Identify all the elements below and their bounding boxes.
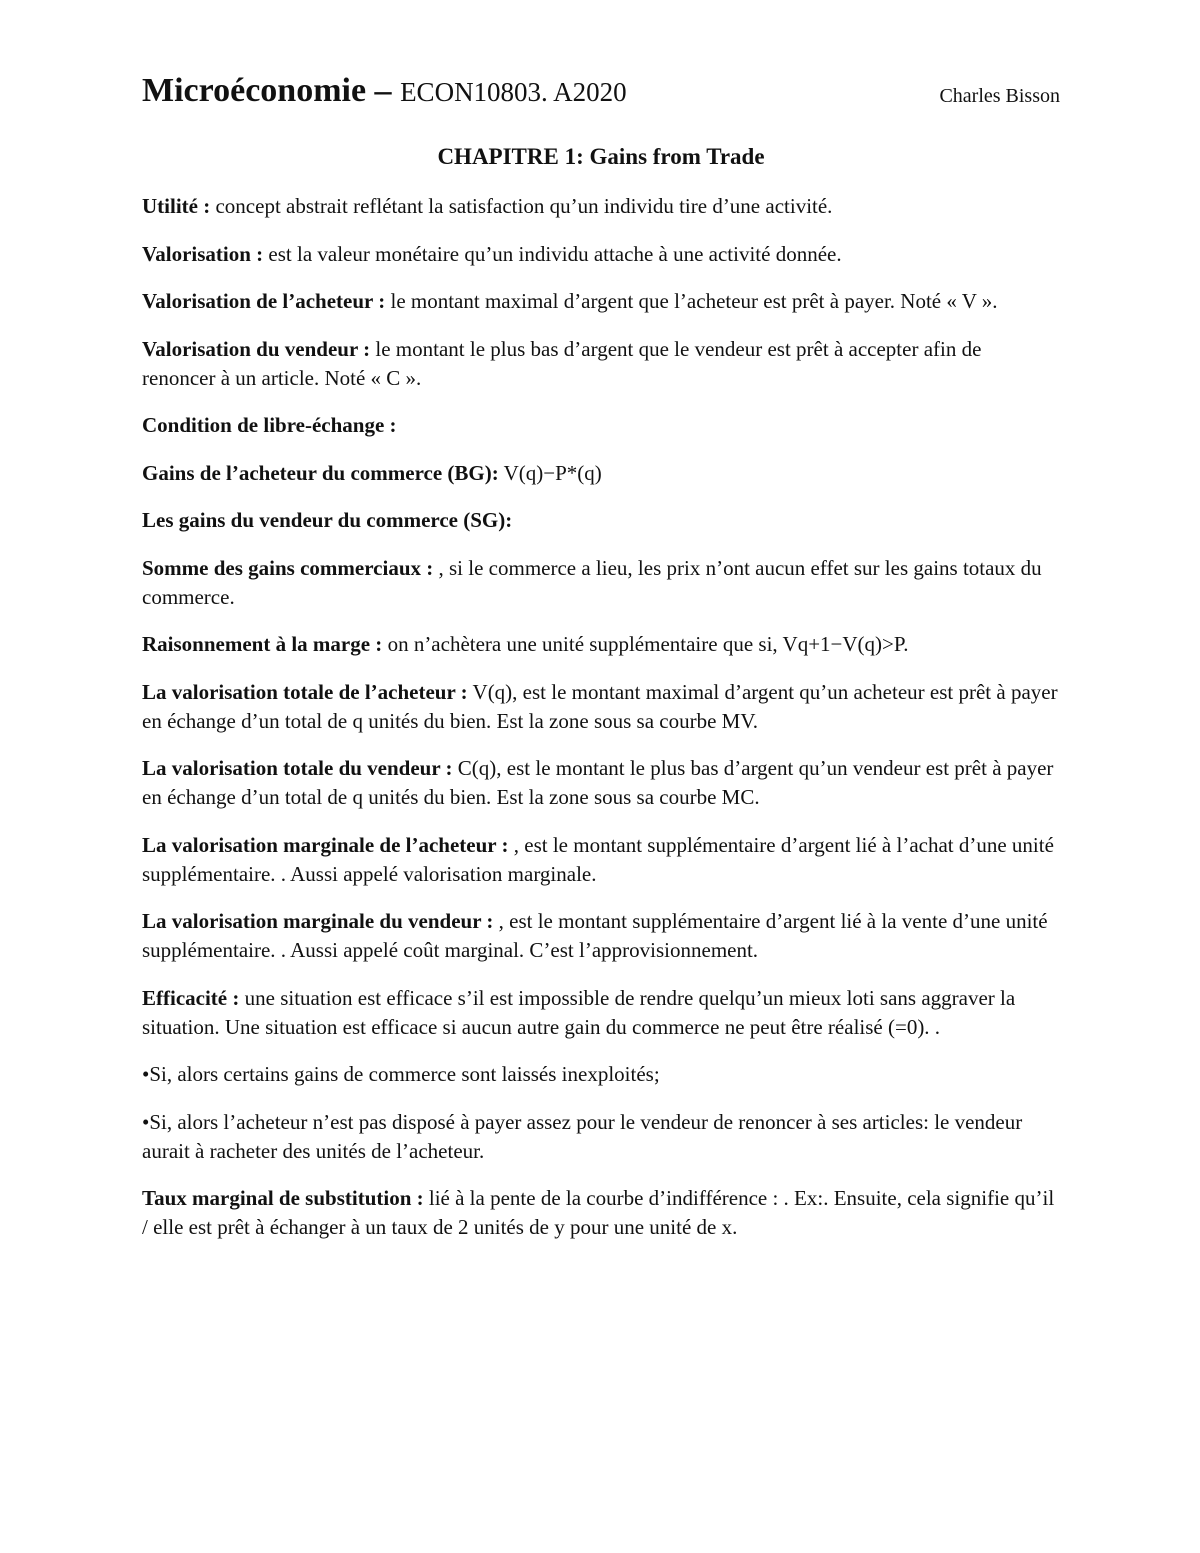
definition-text: lié à la pente de la courbe d’indifférence : . Ex:. Ensuite, cela signifie qu’il / elle est prêt à échanger à un taux de 2 unités de y pour une unité de x. xyxy=(142,1186,1055,1239)
definition-paragraph xyxy=(142,554,1060,612)
definition-paragraph xyxy=(142,831,1060,889)
definition-term: La valorisation totale de l’acheteur : xyxy=(142,679,468,704)
definition-text: concept abstrait reflétant la satisfaction qu’un individu tire d’une activité. xyxy=(210,194,833,218)
definition-text: le montant le plus bas d’argent que le vendeur est prêt à accepter afin de renoncer à un article. Noté « C ». xyxy=(142,336,982,390)
bullet-text: •Si, alors l’acheteur n’est pas disposé à payer assez pour le vendeur de renoncer à ses articles: le vendeur aurait à racheter des unités de l’acheteur. xyxy=(142,1109,1023,1163)
definition-term: Valorisation : xyxy=(142,241,264,266)
definition-paragraph xyxy=(142,630,1060,659)
definition-term: Valorisation du vendeur : xyxy=(142,336,371,361)
bullet-paragraph xyxy=(142,1060,1060,1089)
chapter-title: CHAPITRE 1: Gains from Trade xyxy=(437,144,765,169)
definition-text: V(q)−P*(q) xyxy=(498,460,602,485)
definition-text: le montant maximal d’argent que l’acheteur est prêt à payer. Noté « V ». xyxy=(385,289,998,313)
definition-paragraph xyxy=(142,335,1060,393)
definition-paragraph xyxy=(142,287,1060,316)
definition-paragraph xyxy=(142,411,1060,440)
bullet-paragraph xyxy=(142,1108,1060,1166)
document-header xyxy=(142,72,1060,120)
definition-text: , si le commerce a lieu, les prix n’ont aucun effet sur les gains totaux du commerce. xyxy=(142,555,1042,609)
definition-text: on n’achètera une unité supplémentaire que si, Vq+1−V(q)>P. xyxy=(382,632,909,656)
definition-term: La valorisation marginale du vendeur : xyxy=(142,909,494,933)
definition-paragraph xyxy=(142,984,1060,1042)
document-body xyxy=(142,192,1060,1261)
title-subject: Microéconomie – xyxy=(142,72,401,109)
title-course-code: ECON10803. A2020 xyxy=(400,77,627,107)
definition-term: Raisonnement à la marge : xyxy=(142,632,383,656)
definition-term: Somme des gains commerciaux : xyxy=(142,555,434,580)
definition-paragraph xyxy=(142,506,1060,535)
definition-term: Taux marginal de substitution : xyxy=(142,1186,424,1210)
definition-term: La valorisation totale du vendeur : xyxy=(142,756,453,780)
definition-paragraph xyxy=(142,907,1060,965)
definition-paragraph xyxy=(142,240,1060,269)
definition-paragraph xyxy=(142,754,1060,812)
definition-text: est la valeur monétaire qu’un individu attache à une activité donnée. xyxy=(263,241,842,266)
document-title xyxy=(142,72,627,110)
definition-text: , est le montant supplémentaire d’argent lié à la vente d’une unité supplémentaire. . Aussi appelé coût marginal. C’est l’approvisionnement. xyxy=(142,909,1048,962)
definition-text: , est le montant supplémentaire d’argent lié à l’achat d’une unité supplémentaire. . Aussi appelé valorisation marginale. xyxy=(142,832,1054,886)
definition-text: une situation est efficace s’il est impossible de rendre quelqu’un mieux loti sans aggraver la situation. Une situation est efficace si aucun autre gain du commerce ne peut être réalisé (=0). . xyxy=(142,985,1016,1039)
definition-term: La valorisation marginale de l’acheteur : xyxy=(142,832,509,857)
definition-term: Les gains du vendeur du commerce (SG): xyxy=(142,508,513,532)
definition-term: Efficacité : xyxy=(142,985,240,1010)
definition-text: V(q), est le montant maximal d’argent qu’un acheteur est prêt à payer en échange d’un total de q unités du bien. Est la zone sous sa courbe MV. xyxy=(142,679,1058,733)
definition-paragraph xyxy=(142,459,1060,488)
definition-paragraph xyxy=(142,192,1060,221)
definition-term: Valorisation de l’acheteur : xyxy=(142,289,386,313)
definition-term: Condition de libre-échange : xyxy=(142,413,397,437)
definition-paragraph xyxy=(142,678,1060,736)
bullet-text: •Si, alors certains gains de commerce sont laissés inexploités; xyxy=(142,1062,660,1086)
definition-term: Utilité : xyxy=(142,194,211,218)
definition-paragraph xyxy=(142,1184,1060,1242)
author-name: Charles Bisson xyxy=(939,85,1060,107)
definition-text: C(q), est le montant le plus bas d’argent qu’un vendeur est prêt à payer en échange d’un total de q unités du bien. Est la zone sous sa courbe MC. xyxy=(142,756,1054,809)
definition-term: Gains de l’acheteur du commerce (BG): xyxy=(142,460,499,485)
